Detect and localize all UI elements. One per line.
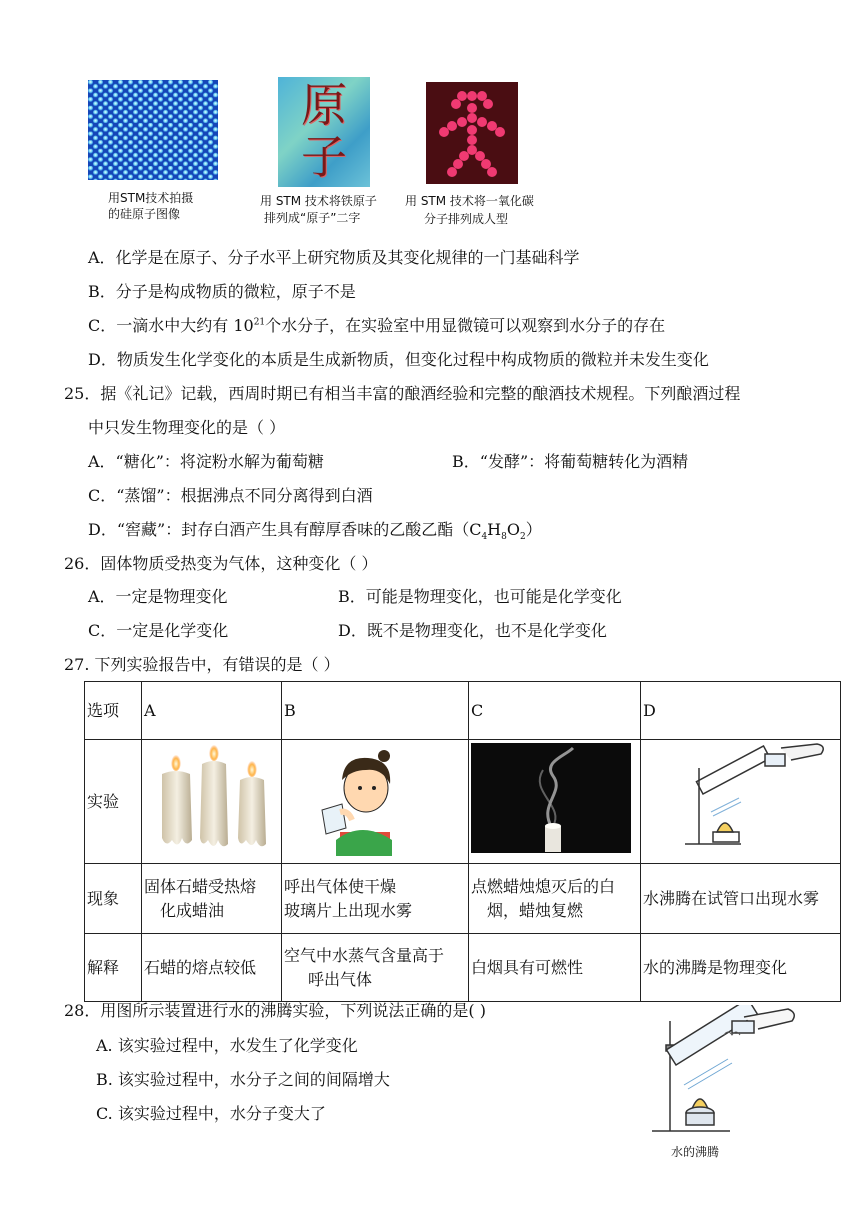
- table-row-explanation: [85, 934, 841, 1002]
- q26-option-b: B．可能是物理变化，也可能是化学变化: [338, 587, 622, 606]
- stm-iron-char-zi: 子: [301, 130, 347, 184]
- phenomenon-b-line-2: 玻璃片上出现水雾: [284, 900, 413, 920]
- q24-option-c-post: 个水分子，在实验室中用显微镜可以观察到水分子的存在: [265, 316, 666, 335]
- boiling-water-figure-caption: 水的沸腾: [671, 1145, 720, 1159]
- q25-option-d-post: ）: [525, 520, 542, 539]
- stm-iron-char-yuan: 原: [301, 78, 347, 132]
- q26-stem: 26．固体物质受热变为气体，这种变化（ ）: [64, 554, 378, 573]
- formula-sub-c: 4: [481, 532, 488, 543]
- q24-option-b: B．分子是构成物质的微粒，原子不是: [88, 282, 356, 301]
- girl-breathing-on-glass-image: [282, 740, 469, 864]
- header-b: B: [282, 682, 469, 740]
- q28-stem: 28．用图所示装置进行水的沸腾实验，下列说法正确的是( ): [64, 1001, 486, 1020]
- q24-option-c: [88, 315, 665, 337]
- phenomenon-d: 水沸腾在试管口出现水雾: [641, 864, 841, 934]
- stm-silicon-image: [88, 80, 218, 180]
- q25-stem-line-2: 中只发生物理变化的是（ ）: [88, 418, 286, 437]
- phenomenon-c: [469, 864, 641, 934]
- row-label-phenomenon: 现象: [85, 864, 142, 934]
- formula-sub-o: 2: [519, 532, 526, 543]
- q24-option-d: D．物质发生化学变化的本质是生成新物质，但变化过程中构成物质的微粒并未发生变化: [88, 350, 709, 369]
- experiment-report-table: [84, 681, 841, 1002]
- stm-iron-caption-2: 排列成“原子”二字: [264, 211, 361, 225]
- q28-option-a: A. 该实验过程中，水发生了化学变化: [96, 1036, 358, 1055]
- q25-option-a: A．“糖化”：将淀粉水解为葡萄糖: [88, 452, 324, 471]
- header-c: C: [469, 682, 641, 740]
- stm-silicon-caption-1: 用STM技术拍摄: [108, 191, 194, 205]
- stm-iron-caption-1: 用 STM 技术将铁原子: [260, 194, 377, 208]
- table-row-phenomenon: [85, 864, 841, 934]
- q26-option-d: D．既不是物理变化，也不是化学变化: [338, 621, 607, 640]
- explanation-a: 石蜡的熔点较低: [142, 934, 282, 1002]
- stm-co-caption-1: 用 STM 技术将一氧化碳: [405, 194, 534, 208]
- phenomenon-a-line-1: 固体石蜡受热熔: [144, 876, 257, 896]
- q24-option-c-pre: C．一滴水中大约有 10: [88, 316, 254, 335]
- q24-option-c-exponent: 21: [253, 317, 266, 328]
- q25-stem-line-1: 25．据《礼记》记载，西周时期已有相当丰富的酿酒经验和完整的酿酒技术规程。下列酿酒过程: [64, 384, 741, 403]
- explanation-c: 白烟具有可燃性: [469, 934, 641, 1002]
- q25-option-d-pre: D．“窖藏”：封存白酒产生具有醇厚香味的乙酸乙酯（C: [88, 520, 482, 539]
- phenomenon-b-line-1: 呼出气体使干燥: [284, 876, 397, 896]
- header-a: A: [142, 682, 282, 740]
- table-header-row: [85, 682, 841, 740]
- row-label-explanation: 解释: [85, 934, 142, 1002]
- formula-h: H: [487, 520, 502, 539]
- q28-option-c: C. 该实验过程中，水分子变大了: [96, 1104, 326, 1123]
- phenomenon-c-line-2: 烟，蜡烛复燃: [487, 900, 584, 920]
- phenomenon-a: [142, 864, 282, 934]
- smoke-candle-image: [469, 740, 641, 864]
- boiling-water-figure: [640, 1005, 800, 1137]
- q25-option-b: B．“发酵”：将葡萄糖转化为酒精: [452, 452, 689, 471]
- stm-iron-atom-image: [278, 77, 370, 187]
- stm-co-molecule-image: [426, 82, 518, 184]
- stm-co-caption-2: 分子排列成人型: [424, 212, 509, 226]
- q25-option-d: [88, 519, 542, 541]
- q27-stem: 27. 下列实验报告中，有错误的是（ ）: [64, 655, 340, 674]
- q26-option-c: C．一定是化学变化: [88, 621, 229, 640]
- explanation-b-line-2: 呼出气体: [308, 969, 373, 989]
- q24-option-a: A．化学是在原子、分子水平上研究物质及其变化规律的一门基础科学: [88, 248, 580, 267]
- explanation-b-line-1: 空气中水蒸气含量高于: [284, 945, 445, 965]
- stm-silicon-caption-2: 的硅原子图像: [108, 207, 181, 221]
- q25-option-c: C．“蒸馏”：根据沸点不同分离得到白酒: [88, 486, 373, 505]
- phenomenon-a-line-2: 化成蜡油: [160, 900, 225, 920]
- phenomenon-c-line-1: 点燃蜡烛熄灭后的白: [471, 876, 616, 896]
- header-d: D: [641, 682, 841, 740]
- formula-sub-h: 8: [501, 532, 507, 543]
- explanation-b: [282, 934, 469, 1002]
- explanation-d: 水的沸腾是物理变化: [641, 934, 841, 1002]
- q28-option-b: B. 该实验过程中，水分子之间的间隔增大: [96, 1070, 390, 1089]
- table-row-experiment: [85, 740, 841, 864]
- row-label-experiment: 实验: [85, 740, 142, 864]
- header-option: 选项: [85, 682, 142, 740]
- q26-option-a: A．一定是物理变化: [88, 587, 228, 606]
- formula-o: O: [506, 520, 520, 539]
- phenomenon-b: [282, 864, 469, 934]
- candles-image: [142, 740, 282, 864]
- boiling-water-apparatus-image: [641, 740, 841, 864]
